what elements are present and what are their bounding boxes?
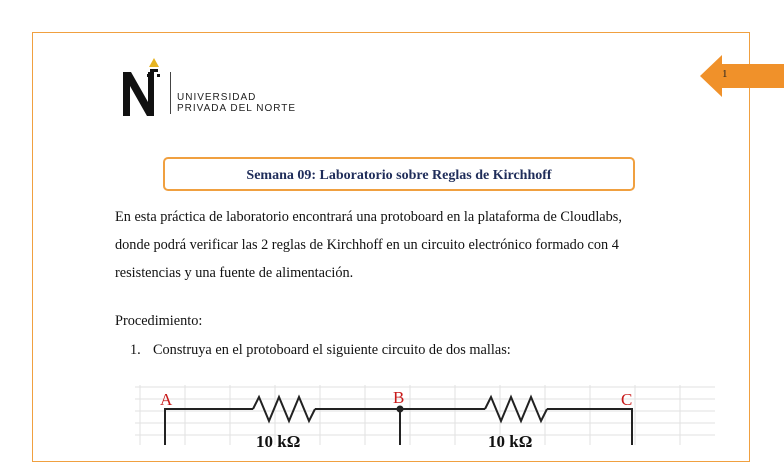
procedure-step [130, 342, 511, 359]
intro-line: resistencias y una fuente de alimentación. [115, 265, 354, 281]
logo-line-1: UNIVERSIDAD [177, 92, 257, 103]
intro-line: donde podrá verificar las 2 reglas de Kirchhoff en un circuito electrónico formado con 4 [115, 237, 619, 253]
resistor-left [253, 397, 315, 421]
logo-line-2: PRIVADA DEL NORTE [177, 103, 297, 114]
resistor-label-left: 10 kΩ [256, 432, 301, 451]
step-number: 1. [130, 342, 141, 358]
intro-line: En esta práctica de laboratorio encontrará una protoboard en la plataforma de Cloudlabs, [115, 209, 622, 225]
node-label-a: A [160, 390, 173, 409]
university-name [177, 92, 296, 114]
page-number: 1 [722, 68, 728, 80]
procedure-heading: Procedimiento: [115, 313, 203, 329]
page-number-arrow-icon [700, 55, 784, 97]
node-label-b: B [393, 388, 405, 407]
resistor-right [485, 397, 547, 421]
step-text: Construya en el protoboard el siguiente circuito de dos mallas: [153, 342, 511, 358]
title-box [163, 157, 635, 191]
intro-paragraph [115, 203, 715, 287]
logo-divider [170, 72, 171, 114]
resistor-label-right: 10 kΩ [488, 432, 533, 451]
page-title: Semana 09: Laboratorio sobre Reglas de Kirchhoff [246, 168, 552, 183]
node-label-c: C [621, 390, 633, 409]
